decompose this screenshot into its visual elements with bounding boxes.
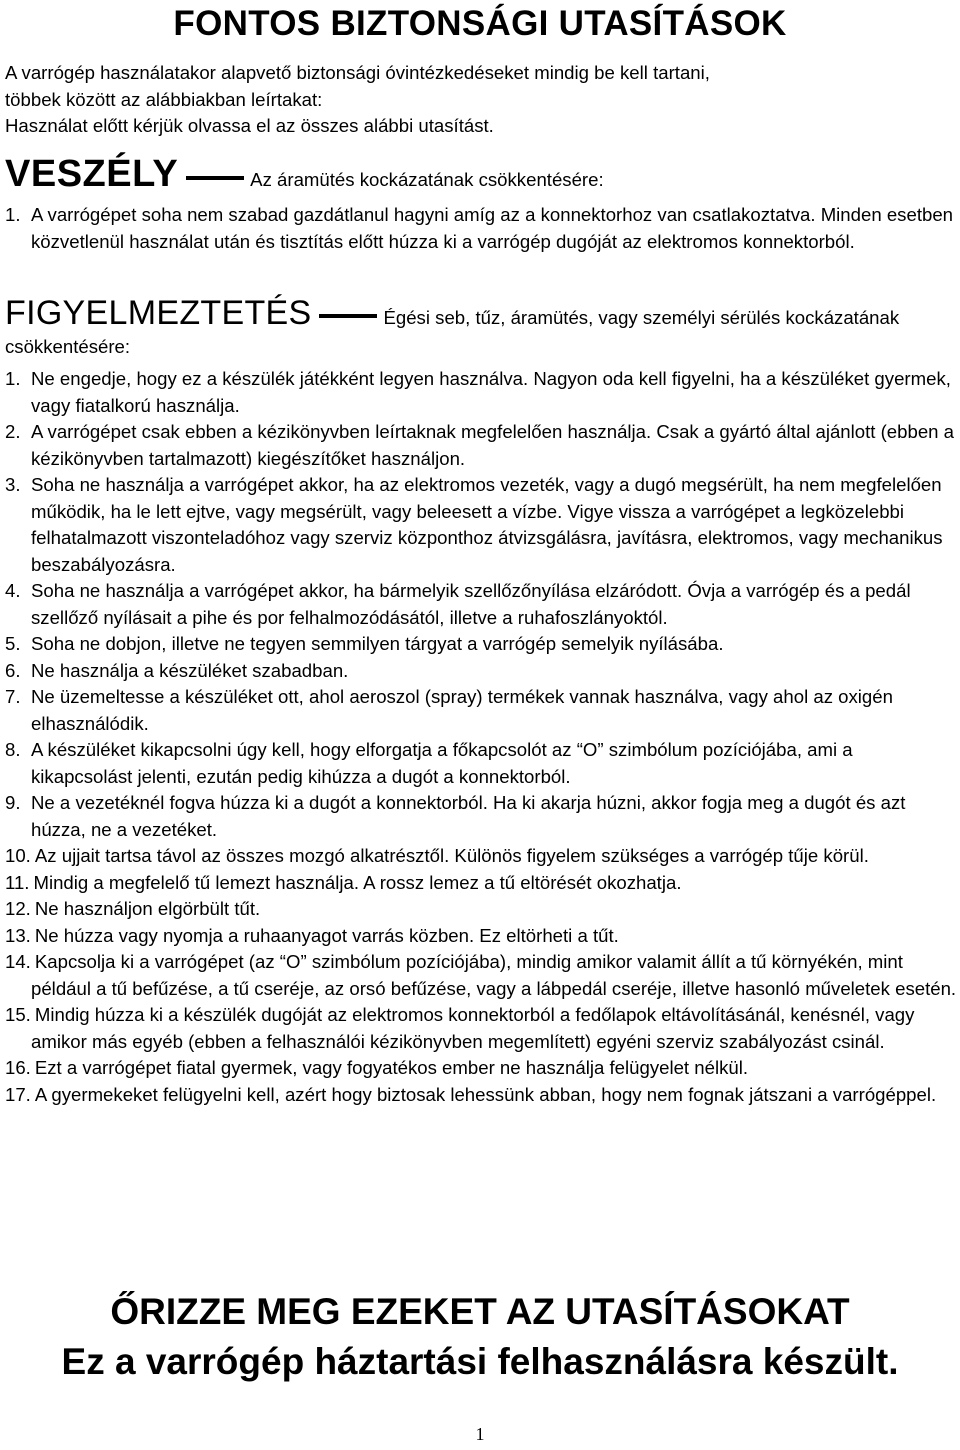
item-number: 5. <box>5 633 21 654</box>
list-item <box>5 366 957 419</box>
item-number: 15. <box>5 1004 31 1025</box>
item-number: 4. <box>5 580 21 601</box>
item-number: 9. <box>5 792 21 813</box>
list-item <box>5 870 957 897</box>
item-number: 16. <box>5 1057 31 1078</box>
item-number: 14. <box>5 951 31 972</box>
item-text: A varrógépet csak ebben a kézikönyvben leírtaknak megfelelően használja. Csak a gyártó által ajánlott (ebben a kézikönyvben tartalmazott) kiegészítőket használjon. <box>31 421 955 469</box>
item-text: Soha ne dobjon, illetve ne tegyen semmilyen tárgyat a varrógép semelyik nyílásába. <box>31 633 724 654</box>
list-item <box>5 737 957 790</box>
item-text: Mindig a megfelelő tű lemezt használja. A rossz lemez a tű eltörését okozhatja. <box>33 871 682 893</box>
item-number: 7. <box>5 686 21 707</box>
item-text: A gyermekeket felügyelni kell, azért hogy biztosak lehessünk abban, hogy nem fognak játszani a varrógéppel. <box>34 1083 937 1105</box>
item-text: Ne használja a készüléket szabadban. <box>31 659 349 681</box>
intro-line: Használat előtt kérjük olvassa el az összes alábbi utasítást. <box>5 115 494 136</box>
item-number: 11. <box>5 871 30 893</box>
list-item <box>5 923 957 950</box>
list-item <box>5 1055 957 1082</box>
list-item <box>5 843 957 870</box>
item-text: A varrógépet soha nem szabad gazdátlanul hagyni amíg az a konnektorhoz van csatlakoztatva. Minden esetben közvetlenül használat után és tisztítás előtt húzza ki a varrógép dugóját az elektromos konnektorból. <box>31 204 954 252</box>
heading-dash <box>186 176 244 180</box>
item-number: 1. <box>5 368 21 389</box>
list-item <box>5 202 957 255</box>
item-number: 8. <box>5 739 21 760</box>
item-number: 1. <box>5 204 21 225</box>
heading-dash <box>319 314 377 318</box>
item-number: 12. <box>5 898 31 919</box>
item-number: 13. <box>5 924 31 946</box>
list-item <box>5 1082 957 1109</box>
danger-list <box>5 202 957 255</box>
item-text: Ne üzemeltesse a készüléket ott, ahol aeroszol (spray) termékek vannak használva, vagy ahol az oxigén elhasználódik. <box>31 686 893 734</box>
warning-list <box>5 366 957 1108</box>
item-text: Soha ne használja a varrógépet akkor, ha bármelyik szellőzőnyílása elzáródott. Óvja a varrógép és a pedál szellőző nyílásait a pihe és por felhalmozódásától, illetve a ruhafoszlányoktól. <box>31 580 911 628</box>
item-text: Ne a vezetéknél fogva húzza ki a dugót a konnektorból. Ha ki akarja húzni, akkor fogja meg a dugót és azt húzza, ne a vezetéket. <box>31 792 906 840</box>
warning-subheading: Égési seb, tűz, áramütés, vagy személyi sérülés kockázatának csökkentésére: <box>5 307 900 357</box>
closing-heading: ŐRIZZE MEG EZEKET AZ UTASÍTÁSOKAT <box>110 1291 850 1332</box>
list-item <box>5 658 957 685</box>
intro-paragraph <box>5 60 955 140</box>
item-text: Ne húzza vagy nyomja a ruhaanyagot varrás közben. Ez eltörheti a tűt. <box>34 924 619 946</box>
item-number: 2. <box>5 421 21 442</box>
warning-label: FIGYELMEZTETÉS <box>5 294 312 332</box>
item-number: 10. <box>5 845 31 866</box>
item-number: 6. <box>5 659 21 681</box>
warning-heading <box>5 294 955 362</box>
item-number: 3. <box>5 474 21 495</box>
page-number: 1 <box>475 1424 485 1444</box>
list-item <box>5 472 957 578</box>
item-text: Ezt a varrógépet fiatal gyermek, vagy fogyatékos ember ne használja felügyelet nélkül. <box>34 1057 749 1078</box>
item-text: Mindig húzza ki a készülék dugóját az elektromos konnektorból a fedőlapok eltávolításánál, kenésnél, vagy amikor más egyéb (ebben a felhasználói kézikönyvben megemlített) egyéni szerviz szabályozást csinál. <box>31 1004 915 1052</box>
danger-label: VESZÉLY <box>5 153 179 195</box>
item-text: A készüléket kikapcsolni úgy kell, hogy elforgatja a főkapcsolót az “O” szimbólum pozíciójába, ami a kikapcsolást jelenti, ezután pedig kihúzza a dugót a konnektorból. <box>31 739 853 787</box>
item-number: 17. <box>5 1083 31 1105</box>
list-item <box>5 578 957 631</box>
list-item <box>5 896 957 923</box>
intro-line: többek között az alábbiakban leírtakat: <box>5 88 323 110</box>
danger-heading <box>5 153 604 196</box>
list-item <box>5 684 957 737</box>
item-text: Az ujjait tartsa távol az összes mozgó alkatrésztől. Különös figyelem szükséges a varrógép tűje körül. <box>34 845 869 866</box>
closing-note: Ez a varrógép háztartási felhasználásra készült. <box>61 1341 899 1382</box>
list-item <box>5 1002 957 1055</box>
page-title: FONTOS BIZTONSÁGI UTASÍTÁSOK <box>173 4 787 43</box>
list-item <box>5 419 957 472</box>
list-item <box>5 631 957 658</box>
item-text: Ne használjon elgörbült tűt. <box>34 898 261 919</box>
list-item <box>5 949 957 1002</box>
list-item <box>5 790 957 843</box>
intro-line: A varrógép használatakor alapvető biztonsági óvintézkedéseket mindig be kell tartani, <box>5 62 710 83</box>
item-text: Soha ne használja a varrógépet akkor, ha az elektromos vezeték, vagy a dugó megsérült, ha nem megfelelően működik, ha le lett ejtve, vagy megsérült, vagy beleesett a vízbe. Vigye vissza a varrógépet a legközelebbi felhatalmazott viszonteladóhoz vagy szerviz központhoz átvizsgálásra, javításra, elektromos, vagy mechanikus beszabályozásra. <box>31 474 943 575</box>
danger-subheading: Az áramütés kockázatának csökkentésére: <box>250 169 604 190</box>
item-text: Ne engedje, hogy ez a készülék játékként legyen használva. Nagyon oda kell figyelni, ha a készüléket gyermek, vagy fiatalkorú használja. <box>31 368 951 416</box>
item-text: Kapcsolja ki a varrógépet (az “O” szimbólum pozíciójába), mindig amikor valamit állít a tű környékén, mint például a tű befűzése, a tű cseréje, az orsó befűzése, vagy a lábpedál cseréje, illetve hasonló műveletek esetén. <box>31 951 957 999</box>
